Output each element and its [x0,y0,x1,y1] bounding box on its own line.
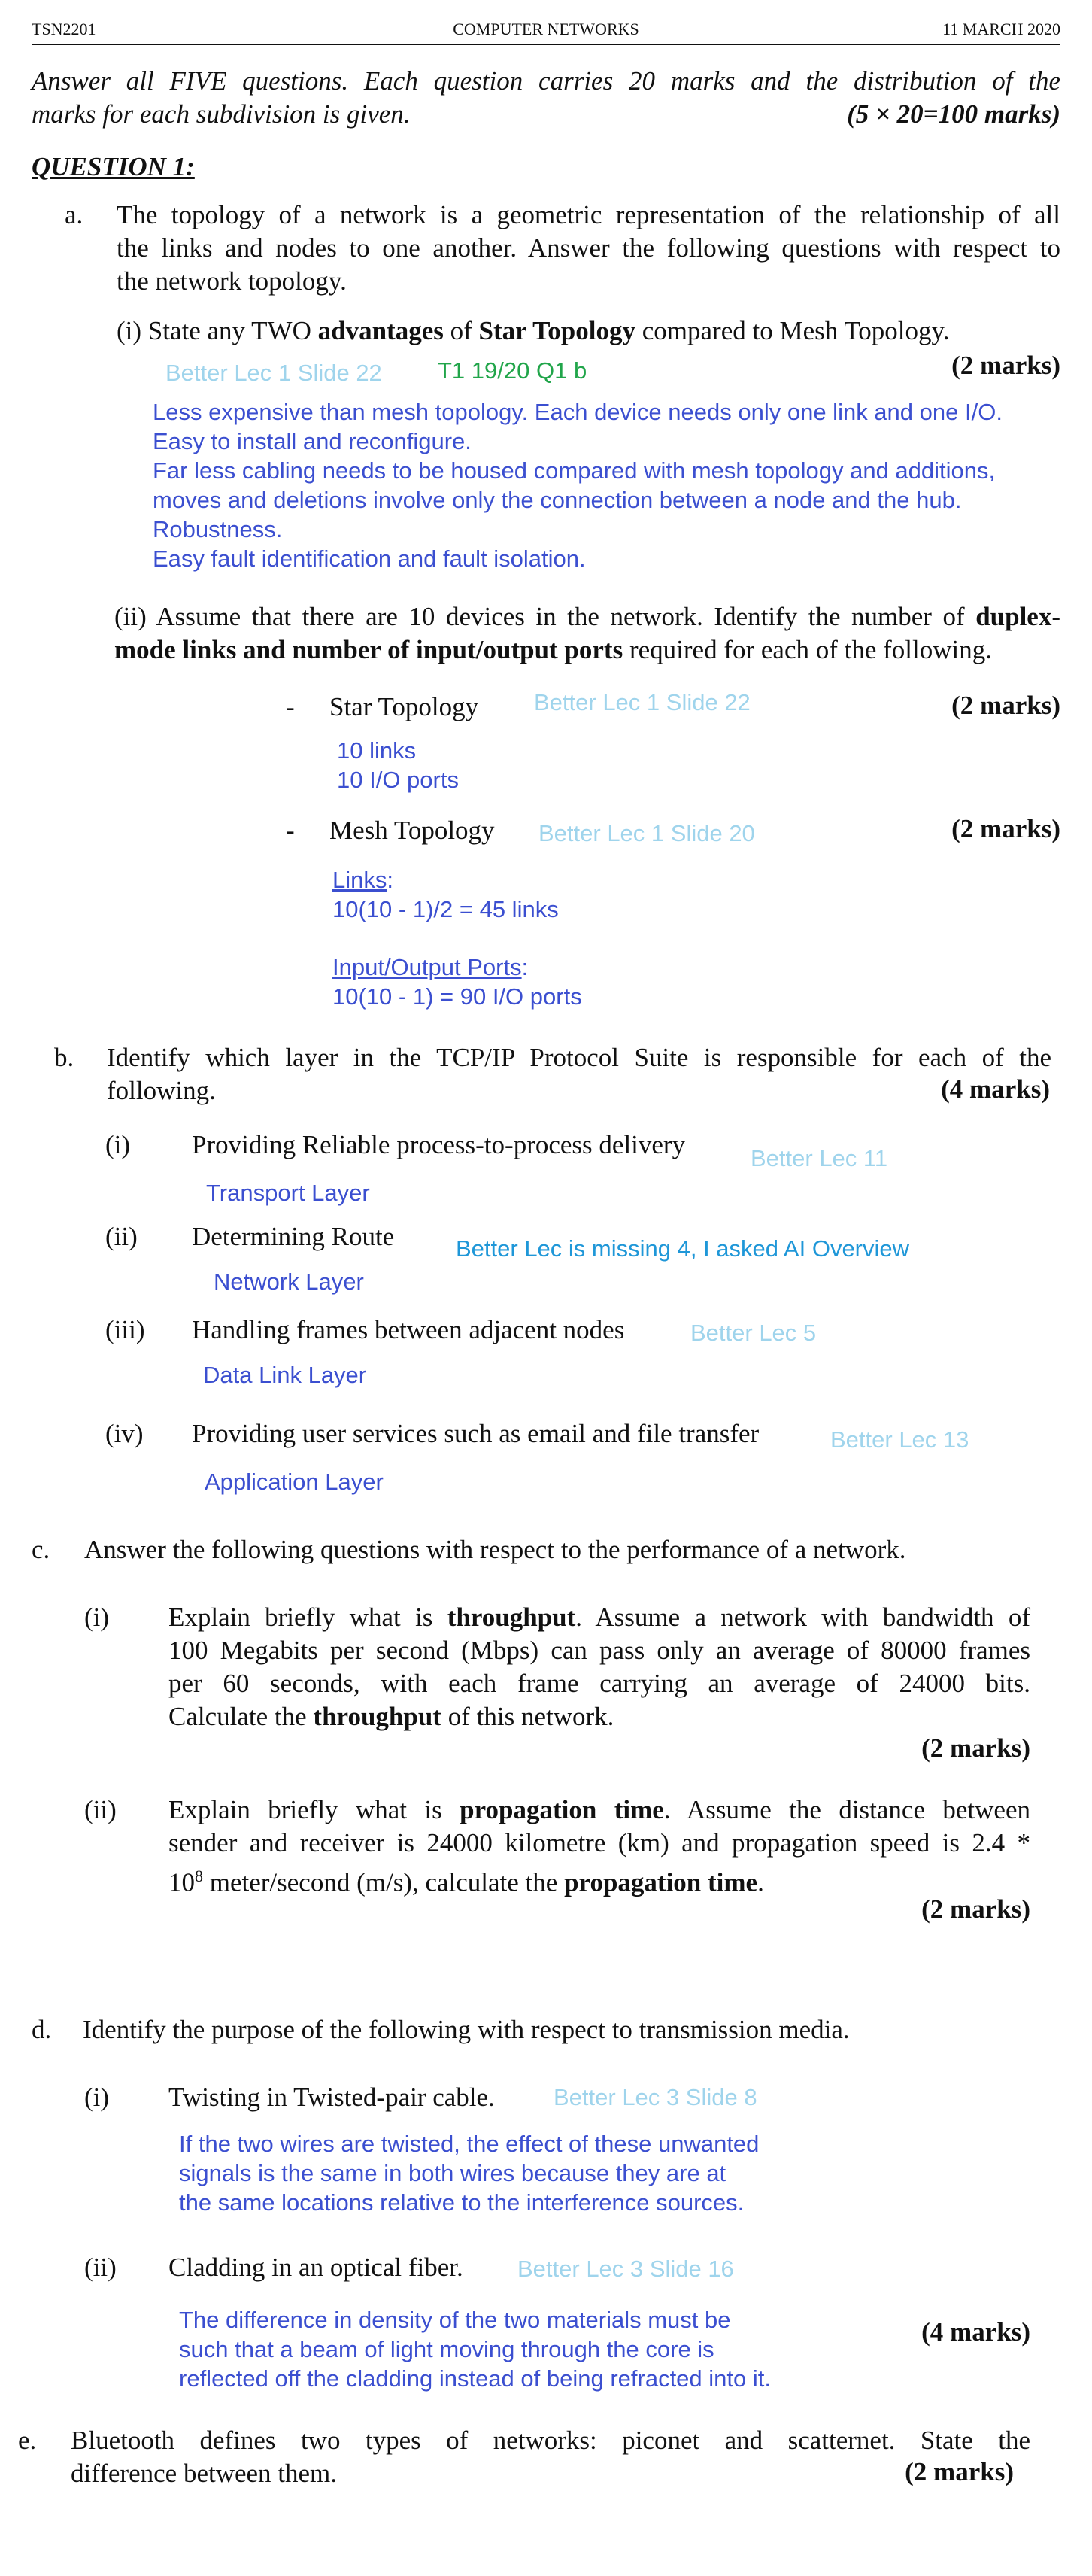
part-a-i-marks: (2 marks) [951,351,1060,380]
part-c-i-line-4: Calculate the throughput of this network. [168,1702,614,1731]
part-a-i-answer [153,397,1003,573]
answer-line: 10 links [337,737,417,764]
part-b-line-2: following. [107,1076,216,1105]
part-c-i-line-2: 100 Megabits per second (Mbps) can pass only an average of 80000 frames [168,1636,1030,1665]
part-d-i-num: (i) [84,2082,110,2112]
part-b-label: b. [54,1043,74,1072]
part-a-label: a. [65,200,83,229]
ref-lec13: Better Lec 13 [830,1426,969,1453]
answer-line: The difference in density of the two materials must be [179,2307,731,2333]
mesh-topology-label: Mesh Topology [329,816,495,845]
course-code: TSN2201 [32,20,96,38]
part-b-line-1: Identify which layer in the TCP/IP Protocol Suite is responsible for each of the [107,1043,1051,1072]
part-c-ii-line-3: $10^8$ meter/second (m/s), calculate the propagation time. [168,1867,764,1897]
exam-date: 11 MARCH 2020 [942,20,1060,38]
part-b-i-text: Providing Reliable process-to-process delivery [192,1130,686,1159]
star-topology-label: Star Topology [329,692,479,721]
part-d-ii-text: Cladding in an optical fiber. [168,2252,463,2282]
part-c-i-line-3: per 60 seconds, with each frame carrying an average of 24000 bits. [168,1669,1030,1698]
part-b-iii-text: Handling frames between adjacent nodes [192,1315,625,1344]
part-d-i-text: Twisting in Twisted-pair cable. [168,2082,495,2112]
answer-data-link-layer: Data Link Layer [203,1362,367,1388]
ref-lec3-slide8: Better Lec 3 Slide 8 [554,2084,757,2110]
star-answer [337,736,459,794]
mesh-ports-label: Input/Output Ports: [332,954,529,980]
part-e-line-2: difference between them. [71,2459,338,2488]
part-d-i-answer [179,2129,759,2217]
star-marks: (2 marks) [951,691,1060,720]
course-name: COMPUTER NETWORKS [453,20,639,38]
part-c-i-line-1: Explain briefly what is throughput. Assume a network with bandwidth of [168,1602,1030,1632]
part-c-ii-line-2: sender and receiver is 24000 kilometre (km) and propagation speed is 2.4 * [168,1828,1030,1858]
answer-application-layer: Application Layer [205,1469,384,1495]
part-d-label: d. [32,2015,52,2044]
part-a-i-question: (i) State any TWO advantages of Star Topology compared to Mesh Topology. [117,316,950,345]
mesh-ports-value: 10(10 - 1) = 90 I/O ports [332,983,582,1010]
part-c-i-marks: (2 marks) [921,1733,1030,1763]
part-d-ii-num: (ii) [84,2252,117,2282]
star-dash: - [286,692,295,721]
answer-line: 10 I/O ports [337,767,459,793]
part-c-ii-line-1: Explain briefly what is propagation time. Assume the distance between [168,1795,1030,1824]
part-b-ii-text: Determining Route [192,1222,395,1251]
part-e-line-1: Bluetooth defines two types of networks: piconet and scatternet. State the [71,2426,1030,2455]
part-c-i-num: (i) [84,1602,110,1632]
answer-transport-layer: Transport Layer [206,1180,370,1206]
answer-line: Easy to install and reconfigure. [153,428,472,454]
answer-line: If the two wires are twisted, the effect of these unwanted [179,2131,760,2157]
part-e-marks: (2 marks) [905,2457,1014,2486]
total-marks: (5 × 20=100 marks) [847,99,1060,129]
part-b-iv-text: Providing user services such as email and file transfer [192,1419,760,1448]
answer-line: signals is the same in both wires because they are at [179,2160,726,2186]
part-c-ii-marks: (2 marks) [921,1894,1030,1924]
part-c-intro: Answer the following questions with respect to the performance of a network. [84,1535,906,1564]
mesh-links-label: Links: [332,867,393,893]
mesh-links-value: 10(10 - 1)/2 = 45 links [332,896,559,922]
answer-line: Easy fault identification and fault isolation. [153,545,586,572]
part-b-iv-num: (iv) [105,1419,144,1448]
ref-lec-missing: Better Lec is missing 4, I asked AI Overview [456,1235,910,1262]
part-d-ii-answer [179,2305,771,2393]
answer-line: moves and deletions involve only the connection between a node and the hub. [153,487,962,513]
answer-network-layer: Network Layer [214,1268,364,1295]
part-a-ii-question-2: mode links and number of input/output ports required for each of the following. [114,635,993,664]
part-b-ii-num: (ii) [105,1222,138,1251]
answer-line: Robustness. [153,516,283,542]
header-rule [32,44,1060,45]
part-d-marks: (4 marks) [921,2317,1030,2347]
answer-line: Less expensive than mesh topology. Each device needs only one link and one I/O. [153,399,1003,425]
part-c-ii-num: (ii) [84,1795,117,1824]
part-e-label: e. [18,2426,37,2455]
mesh-dash: - [286,816,295,845]
answer-line: Far less cabling needs to be housed compared with mesh topology and additions, [153,457,996,484]
instructions-line-1: Answer all FIVE questions. Each question carries 20 marks and the distribution of the [32,66,1060,96]
answer-line: reflected off the cladding instead of being refracted into it. [179,2365,771,2392]
part-b-marks: (4 marks) [941,1074,1050,1104]
ref-mesh-lec1-slide20: Better Lec 1 Slide 20 [538,820,755,846]
instructions-line-2: marks for each subdivision is given. [32,99,411,129]
ref-lec11: Better Lec 11 [751,1145,888,1171]
part-d-intro: Identify the purpose of the following with respect to transmission media. [83,2015,850,2044]
part-a-intro-3: the network topology. [117,266,347,296]
ref-lec3-slide16: Better Lec 3 Slide 16 [517,2256,734,2282]
part-b-i-num: (i) [105,1130,131,1159]
part-c-label: c. [32,1535,50,1564]
part-a-intro-1: The topology of a network is a geometric representation of the relationship of all [117,200,1060,229]
part-a-intro-2: the links and nodes to one another. Answer the following questions with respect to [117,233,1060,263]
ref-star-lec1-slide22: Better Lec 1 Slide 22 [534,689,751,715]
answer-line: such that a beam of light moving through the core is [179,2336,714,2362]
question-title: QUESTION 1: [32,152,195,181]
mesh-marks: (2 marks) [951,814,1060,843]
part-a-ii-question-1: (ii) Assume that there are 10 devices in the network. Identify the number of duplex- [114,602,1060,631]
answer-line: the same locations relative to the interference sources. [179,2189,745,2216]
ref-lec5: Better Lec 5 [690,1320,817,1346]
part-b-iii-num: (iii) [105,1315,145,1344]
ref-t1-q1b: T1 19/20 Q1 b [438,357,587,384]
ref-lec1-slide22: Better Lec 1 Slide 22 [165,360,382,386]
